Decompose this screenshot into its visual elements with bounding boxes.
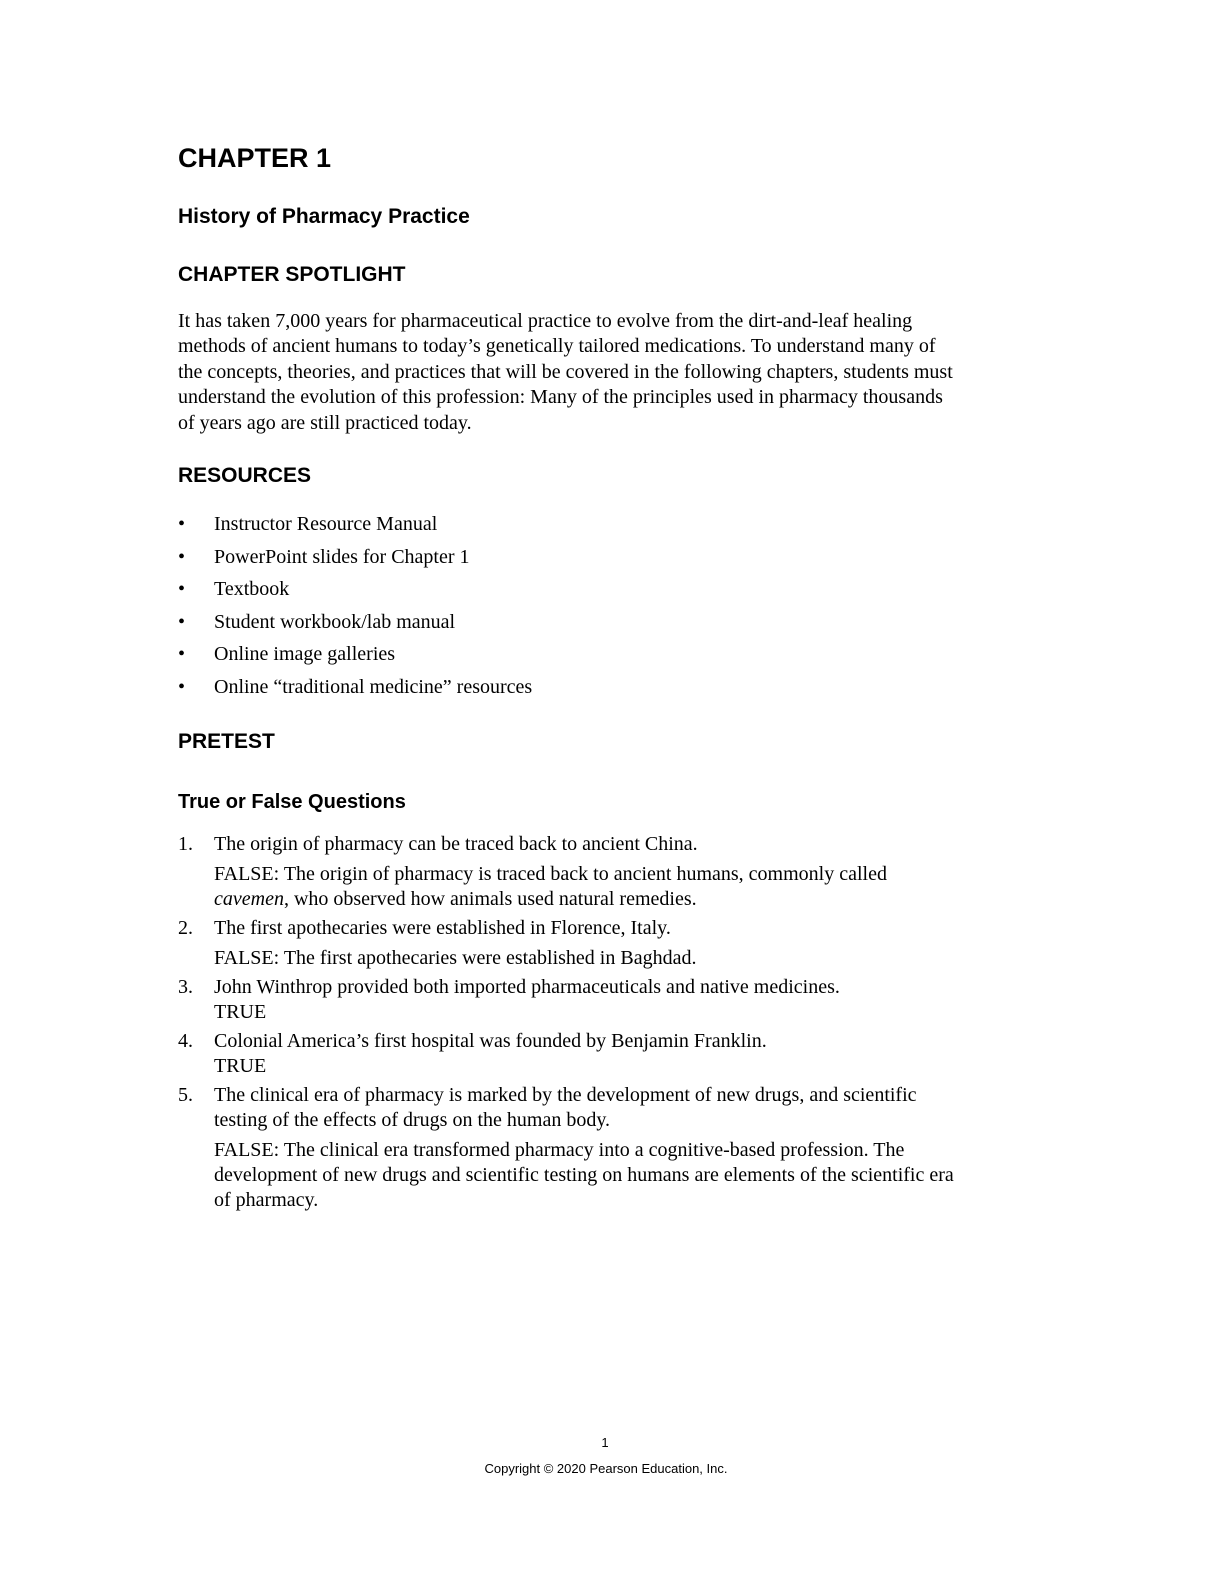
resource-label: Textbook bbox=[214, 578, 290, 601]
bullet-icon: • bbox=[178, 643, 186, 666]
question-text: John Winthrop provided both imported pharmaceuticals and native medicines. bbox=[214, 976, 840, 998]
spotlight-line: of years ago are still practiced today. bbox=[178, 411, 472, 434]
question-item bbox=[178, 1083, 1038, 1213]
resource-label: Instructor Resource Manual bbox=[214, 513, 438, 535]
question-number: 4. bbox=[178, 1030, 193, 1052]
bullet-icon: • bbox=[178, 578, 186, 601]
resource-item bbox=[178, 640, 978, 673]
question-answer bbox=[214, 862, 1038, 912]
spotlight-paragraph bbox=[178, 309, 1038, 436]
resource-label: Online image galleries bbox=[214, 643, 396, 666]
resource-item bbox=[178, 673, 978, 706]
question-answer: FALSE: The first apothecaries were established in Baghdad. bbox=[214, 947, 697, 969]
spotlight-line: understand the evolution of this profession: Many of the principles used in pharmacy thousands bbox=[178, 386, 943, 409]
spotlight-line: the concepts, theories, and practices that will be covered in the following chapters, students must bbox=[178, 360, 953, 383]
copyright-notice: Copyright © 2020 Pearson Education, Inc. bbox=[484, 1461, 728, 1476]
question-item bbox=[178, 916, 1038, 971]
bullet-icon: • bbox=[178, 513, 186, 535]
spotlight-heading: CHAPTER SPOTLIGHT bbox=[178, 263, 406, 286]
bullet-icon: • bbox=[178, 545, 186, 568]
spotlight-line: It has taken 7,000 years for pharmaceutical practice to evolve from the dirt-and-leaf healing bbox=[178, 310, 913, 332]
resource-item bbox=[178, 510, 978, 543]
pretest-heading: PRETEST bbox=[178, 730, 275, 753]
resource-item bbox=[178, 575, 978, 608]
spotlight-line: methods of ancient humans to today’s genetically tailored medications. To understand many of bbox=[178, 335, 936, 358]
resource-label: PowerPoint slides for Chapter 1 bbox=[214, 545, 470, 568]
question-item bbox=[178, 832, 1038, 912]
question-text bbox=[214, 1083, 1038, 1133]
resource-item bbox=[178, 608, 978, 641]
question-answer bbox=[214, 1138, 1038, 1213]
answer-line: development of new drugs and scientific testing on humans are elements of the scientific era bbox=[214, 1164, 954, 1186]
answer-line: FALSE: The clinical era transformed pharmacy into a cognitive-based profession. The bbox=[214, 1139, 905, 1161]
resources-list bbox=[178, 510, 978, 706]
answer-text: FALSE: The origin of pharmacy is traced back to ancient humans, commonly called bbox=[214, 863, 887, 885]
question-text: The origin of pharmacy can be traced back to ancient China. bbox=[214, 833, 698, 855]
question-number: 2. bbox=[178, 917, 193, 939]
resource-label: Online “traditional medicine” resources bbox=[214, 675, 533, 698]
chapter-label: CHAPTER 1 bbox=[178, 143, 332, 173]
chapter-title: History of Pharmacy Practice bbox=[178, 205, 470, 228]
resource-item bbox=[178, 543, 978, 576]
question-item bbox=[178, 975, 1038, 1025]
question-answer: TRUE bbox=[214, 1055, 267, 1077]
answer-text: , who observed how animals used natural remedies. bbox=[283, 888, 697, 910]
question-line: testing of the effects of drugs on the human body. bbox=[214, 1109, 611, 1131]
question-list bbox=[178, 832, 1038, 1217]
resources-heading: RESOURCES bbox=[178, 464, 312, 487]
question-text: Colonial America’s first hospital was founded by Benjamin Franklin. bbox=[214, 1030, 767, 1052]
page-number: 1 bbox=[601, 1435, 609, 1450]
resource-label: Student workbook/lab manual bbox=[214, 610, 456, 633]
bullet-icon: • bbox=[178, 610, 186, 633]
question-text: The first apothecaries were established in Florence, Italy. bbox=[214, 917, 671, 939]
question-number: 5. bbox=[178, 1084, 193, 1106]
bullet-icon: • bbox=[178, 675, 186, 698]
answer-line: of pharmacy. bbox=[214, 1189, 319, 1211]
answer-italic-term: cavemen bbox=[214, 888, 284, 910]
question-number: 3. bbox=[178, 976, 193, 998]
true-false-heading: True or False Questions bbox=[178, 791, 406, 813]
question-line: The clinical era of pharmacy is marked by the development of new drugs, and scientific bbox=[214, 1084, 917, 1106]
question-answer: TRUE bbox=[214, 1001, 267, 1023]
question-item bbox=[178, 1029, 1038, 1079]
question-number: 1. bbox=[178, 833, 193, 855]
